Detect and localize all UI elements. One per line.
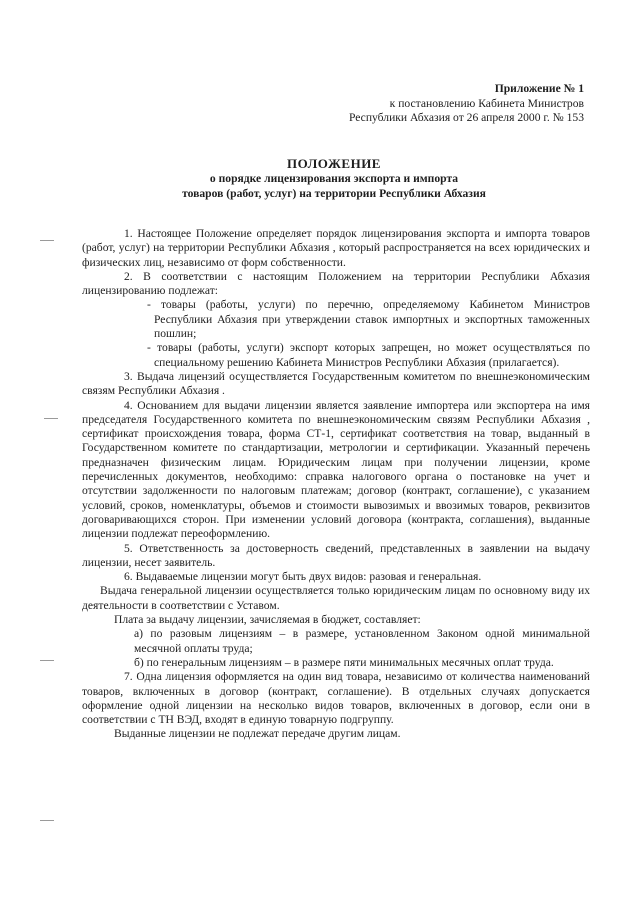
paragraph-2: 2. В соответствии с настоящим Положением на территории Республики Абхазия лицензированию подлежат: (82, 269, 590, 298)
scan-mark (40, 820, 54, 821)
paragraph-1: 1. Настоящее Положение определяет порядок лицензирования экспорта и импорта товаров (работ, услуг) на территории Республики Абхазия , который распространяется на всех юридических и физических лиц, независимо от форм собственности. (82, 227, 590, 269)
paragraph-5: 5. Ответственность за достоверность сведений, представленных в заявлении на выдачу лицензии, несет заявитель. (82, 541, 590, 569)
paragraph-6-general: Выдача генеральной лицензии осуществляется только юридическим лицам по основному виду их деятельности в соответствии с Уставом. (82, 584, 590, 612)
appendix-reference: к постановлению Кабинета Министров (389, 96, 584, 110)
paragraph-6: 6. Выдаваемые лицензии могут быть двух видов: разовая и генеральная. (124, 570, 482, 584)
paragraph-4: 4. Основанием для выдачи лицензии является заявление импортера или экспортера на имя председателя Государственного комитета по внешнеэкономическим связям Республики Абхазия , сертификат происхождения товара, форма СТ-1, сертификат соответствия на товар, выданный в Государственном комитете по стандартизации, метрологии и сертификации. Указанный перечень предназначен физическим лицам. Юридическим лицам при получении лицензии, кроме перечисленных документов, необходимо: справка налогового органа о постановке на учет и отсутствии задолженности по налоговым платежам; договор (контракт, соглашение), с указанием условий, сроков, номенклатуры, объемов и стоимости вывозимых и ввозимых товаров, реквизитов договаривающихся сторон. При изменении условий договора (контракта, соглашения), выданные лицензии подлежат переоформлению. (82, 398, 590, 541)
paragraph-8: Выданные лицензии не подлежат передаче другим лицам. (114, 727, 401, 741)
title-subtitle: о порядке лицензирования экспорта и импорта (209, 172, 459, 185)
appendix-header (349, 82, 584, 126)
paragraph-3: 3. Выдача лицензий осуществляется Государственным комитетом по внешнеэкономическим связям Республики Абхазия . (82, 369, 590, 398)
appendix-date: Республики Абхазия от 26 апреля 2000 г. № 153 (348, 111, 584, 125)
scan-mark (44, 418, 58, 419)
appendix-number: Приложение № 1 (494, 82, 584, 95)
document-body (82, 227, 590, 742)
paragraph-6-fee: Плата за выдачу лицензии, зачисляемая в бюджет, составляет: (114, 613, 421, 627)
title-main: ПОЛОЖЕНИЕ (287, 156, 381, 171)
paragraph-2-item-1: - товары (работы, услуги) по перечню, определяемому Кабинетом Министров Республики Абхазия при утверждении ставок импортных и экспортных таможенных пошлин; (147, 298, 590, 341)
paragraph-2-item-2: - товары (работы, услуги) экспорт которых запрещен, но может осуществляться по специальному решению Кабинета Министров Республики Абхазия (прилагается). (147, 341, 590, 369)
paragraph-6-fee-a: а) по разовым лицензиям – в размере, установленном Законом одной минимальной месячной оплаты труда; (134, 627, 590, 655)
paragraph-6-fee-b: б) по генеральным лицензиям – в размере пяти минимальных месячных оплат труда. (134, 655, 554, 669)
scan-mark (40, 660, 54, 661)
title-subtitle-2: товаров (работ, услуг) на территории Республики Абхазия (182, 187, 486, 200)
document-title (60, 156, 608, 201)
scan-mark (40, 240, 54, 241)
paragraph-7: 7. Одна лицензия оформляется на один вид товара, независимо от количества наименований товаров, включенных в договор (контракт, соглашение). В отдельных случаях допускается оформление одной лицензии на несколько видов товаров, включенных в договор, если они в соответствии с ТН ВЭД, входят в единую товарную подгруппу. (82, 670, 590, 727)
